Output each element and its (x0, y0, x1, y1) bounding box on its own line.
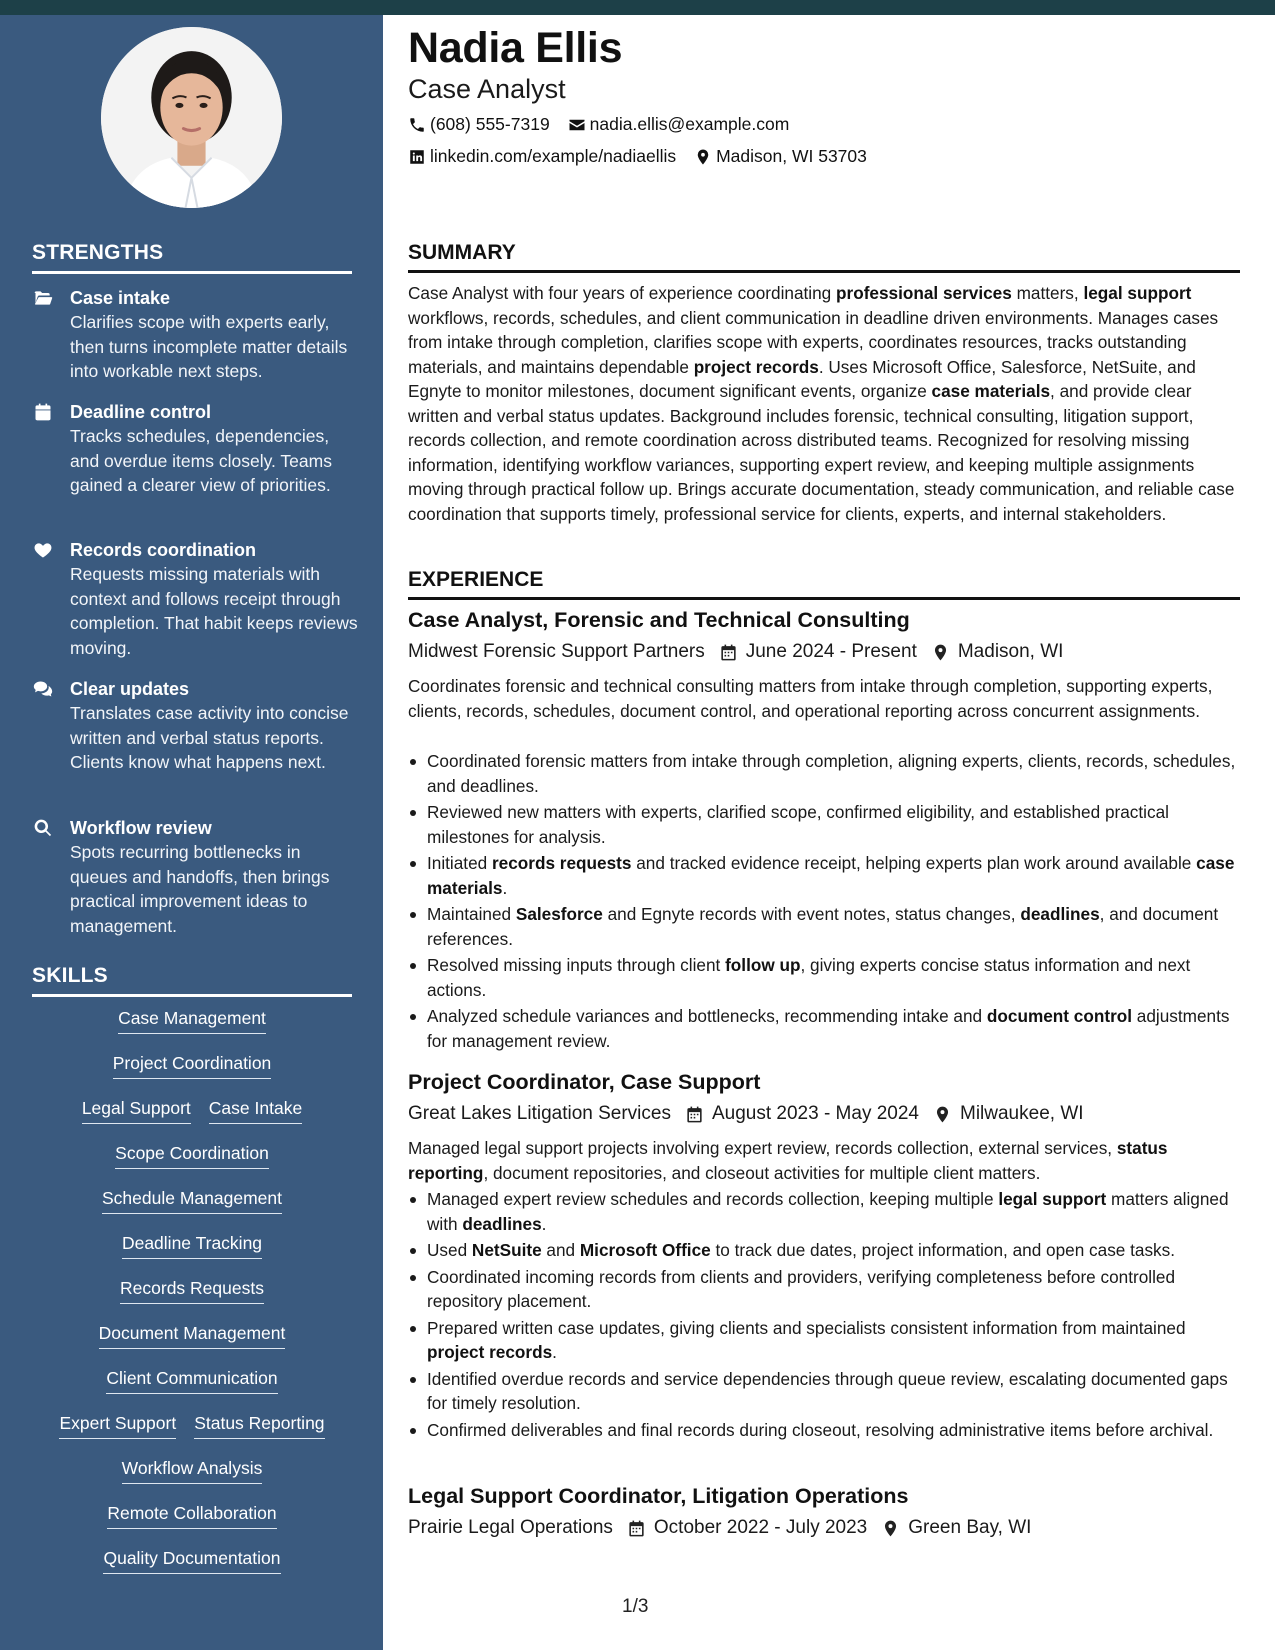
bold-keyword: case materials (931, 381, 1051, 401)
job-company: Prairie Legal Operations (408, 1517, 613, 1538)
strength-desc: Spots recurring bottlenecks in queues and handoffs, then brings practical improvement ideas to management. (70, 842, 330, 936)
contact-email[interactable] (568, 114, 790, 135)
skill-tag: Legal Support (82, 1096, 191, 1124)
job-dates (627, 1517, 867, 1539)
strength-title: Case intake (70, 288, 171, 308)
text-run: Used (427, 1240, 472, 1260)
skill-row (32, 1501, 352, 1546)
linkedin-text: linkedin.com/example/nadiaellis (430, 146, 677, 166)
skills-list (32, 1006, 352, 1591)
text-run: and Egnyte records with event notes, status changes, (602, 904, 1021, 924)
map-pin-icon (931, 643, 950, 662)
calendar-icon (32, 402, 54, 422)
text-run: . (541, 1213, 547, 1234)
calendar-icon (685, 1105, 704, 1124)
skill-tag: Project Coordination (113, 1051, 272, 1079)
skill-tag: Scope Coordination (115, 1141, 269, 1169)
email-text: nadia.ellis@example.com (589, 114, 790, 134)
skill-tag: Deadline Tracking (122, 1231, 262, 1259)
text-run: , and provide clear written and verbal status updates. Background includes forensic, technical consulting, litigation support, records collection, and remote coordination across distributed teams. Recognized for resolving missing information, identifying workflow variances, supporting expert review, and keeping multiple assignments moving through practical follow up. Brings accurate documentation, steady communication, and reliable case coordination that supports timely, professional service for clients, experts, and internal stakeholders. (408, 381, 1235, 524)
job-location (881, 1517, 1031, 1539)
text-run: Resolved missing inputs through client (427, 955, 726, 975)
job-bullet (408, 1367, 1240, 1416)
contact-linkedin[interactable] (408, 146, 676, 167)
bold-keyword: Microsoft Office (579, 1240, 711, 1260)
text-run: , giving experts concise status information and next actions. (427, 955, 1191, 1000)
text-run: Initiated (427, 853, 492, 873)
skills-heading: SKILLS (32, 964, 352, 997)
job-description (408, 674, 1240, 723)
text-run: and tracked evidence receipt, helping experts plan work around available (631, 853, 1197, 873)
job-dates-text: August 2023 - May 2024 (711, 1103, 919, 1124)
calendar-icon (627, 1519, 646, 1538)
strength-desc: Requests missing materials with context and follows receipt through completion. That habit keeps reviews moving. (70, 564, 358, 658)
skill-row (32, 1456, 352, 1501)
text-run: . Uses Microsoft Office, Salesforce, NetSuite, and Egnyte to monitor milestones, document significant events, organize (408, 356, 1196, 401)
job-bullet (408, 851, 1240, 900)
job-bullet (408, 800, 1240, 849)
skill-row (32, 1546, 352, 1591)
contact-row (408, 146, 885, 167)
job-location-text: Milwaukee, WI (960, 1103, 1084, 1124)
text-run: . (502, 877, 508, 898)
job-description (408, 1136, 1240, 1185)
skill-tag: Client Communication (106, 1366, 277, 1394)
text-run: Identified overdue records and service dependencies through queue review, escalating documented gaps for timely resolution. (427, 1368, 1228, 1413)
text-run: adjustments for management review. (427, 1006, 1230, 1051)
job-bullet (408, 953, 1240, 1002)
job-company: Great Lakes Litigation Services (408, 1103, 671, 1124)
location-text: Madison, WI 53703 (716, 146, 867, 166)
page-number: 1/3 (622, 1596, 649, 1617)
skill-row (32, 1096, 352, 1141)
text-run: Confirmed deliverables and final records during closeout, resolving administrative items before archival. (427, 1419, 1214, 1440)
bold-keyword: records requests (491, 853, 632, 873)
bold-keyword: deadlines (1020, 904, 1100, 924)
skill-tag: Remote Collaboration (107, 1501, 276, 1529)
strength-item (32, 538, 362, 660)
text-run: Coordinated forensic matters from intake through completion, aligning experts, clients, records, schedules, and deadlines. (427, 751, 1236, 796)
text-run: matters aligned with (427, 1189, 1229, 1234)
search-icon (32, 818, 54, 838)
summary-text (408, 281, 1240, 526)
job-company: Midwest Forensic Support Partners (408, 641, 705, 662)
job-location-text: Madison, WI (957, 641, 1064, 662)
job-bullet (408, 1316, 1240, 1365)
bold-keyword: legal support (1083, 283, 1192, 303)
text-run: and (541, 1240, 580, 1260)
map-pin-icon (881, 1519, 900, 1538)
bold-keyword: Salesforce (515, 904, 603, 924)
strengths-heading: STRENGTHS (32, 241, 352, 274)
skill-row (32, 1051, 352, 1096)
text-run: Managed legal support projects involving expert review, records collection, external services, (408, 1138, 1117, 1158)
experience-heading: EXPERIENCE (408, 568, 1240, 600)
contact-row (408, 114, 807, 135)
text-run: Analyzed schedule variances and bottlenecks, recommending intake and (427, 1006, 987, 1026)
phone-text: (608) 555-7319 (430, 114, 550, 134)
bold-keyword: case materials (427, 853, 1235, 898)
job-meta (408, 1103, 1240, 1125)
skill-row (32, 1366, 352, 1411)
skill-row (32, 1231, 352, 1276)
bold-keyword: status reporting (408, 1138, 1168, 1183)
skill-row (32, 1411, 352, 1456)
job-bullet (408, 1418, 1240, 1443)
skill-tag: Expert Support (59, 1411, 176, 1439)
skill-tag: Case Management (118, 1006, 266, 1034)
text-run: , and document references. (427, 904, 1219, 949)
job-bullet (408, 902, 1240, 951)
job-location (931, 641, 1064, 663)
strength-desc: Clarifies scope with experts early, then turns incomplete matter details into workable next steps. (70, 312, 348, 381)
text-run: . (552, 1342, 557, 1362)
bold-keyword: project records (693, 356, 819, 377)
job-location (933, 1103, 1084, 1125)
strength-item (32, 816, 362, 938)
calendar-icon (719, 643, 738, 662)
bold-keyword: project records (427, 1342, 553, 1362)
map-pin-icon (694, 148, 712, 166)
job-bullet (408, 1265, 1240, 1314)
skill-tag: Case Intake (209, 1096, 302, 1124)
strength-title: Deadline control (70, 402, 212, 422)
skill-tag: Document Management (99, 1321, 286, 1349)
strength-title: Records coordination (70, 540, 257, 560)
text-run: Coordinates forensic and technical consulting matters from intake through completion, supporting experts, clients, records, schedules, document control, and operational reporting across concurrent assignments. (408, 676, 1213, 721)
text-run: Prepared written case updates, giving clients and specialists consistent information from maintained (427, 1317, 1186, 1338)
job-title: Case Analyst, Forensic and Technical Consulting (408, 608, 910, 632)
bold-keyword: document control (986, 1006, 1133, 1026)
skill-tag: Schedule Management (102, 1186, 282, 1214)
text-run: , document repositories, and closeout activities for multiple client matters. (483, 1162, 1041, 1183)
avatar-portrait-icon (101, 27, 282, 208)
map-pin-icon (933, 1105, 952, 1124)
text-run: workflows, records, schedules, and client communication in deadline driven environments. Manages cases from intake through completion, clarifies scope with experts, coordinates resources, tracks outstanding materials, and maintains dependable (408, 307, 1219, 377)
bold-keyword: NetSuite (471, 1240, 542, 1260)
text-run: Reviewed new matters with experts, clarified scope, confirmed eligibility, and established practical milestones for analysis. (427, 802, 1169, 847)
contact-phone[interactable] (408, 114, 550, 135)
bold-keyword: follow up (725, 955, 801, 975)
main-top-bar (383, 0, 1275, 15)
avatar (101, 27, 282, 208)
bold-keyword: deadlines (462, 1213, 542, 1234)
strength-item (32, 400, 362, 498)
job-title: Project Coordinator, Case Support (408, 1070, 761, 1094)
job-dates (685, 1103, 919, 1125)
folder-open-icon (32, 288, 54, 308)
text-run: Case Analyst with four years of experience coordinating (408, 283, 837, 303)
bold-keyword: professional services (836, 283, 1012, 303)
candidate-role: Case Analyst (408, 74, 566, 104)
text-run: Coordinated incoming records from clients and providers, verifying completeness before controlled repository placement. (427, 1266, 1176, 1311)
envelope-icon (568, 116, 586, 134)
strength-item (32, 677, 362, 775)
strength-item (32, 286, 362, 384)
heart-icon (32, 540, 54, 560)
candidate-name: Nadia Ellis (408, 24, 623, 72)
job-dates-text: June 2024 - Present (745, 641, 917, 662)
skill-row (32, 1006, 352, 1051)
strength-title: Clear updates (70, 679, 190, 699)
text-run: matters, (1011, 283, 1084, 303)
job-meta (408, 1517, 1240, 1539)
job-dates-text: October 2022 - July 2023 (653, 1517, 868, 1538)
sidebar-top-bar (0, 0, 383, 15)
linkedin-icon (408, 148, 426, 166)
contact-location (694, 146, 867, 167)
skill-row (32, 1321, 352, 1366)
job-location-text: Green Bay, WI (908, 1517, 1032, 1538)
skill-row (32, 1186, 352, 1231)
strength-desc: Translates case activity into concise written and verbal status reports. Clients know what happens next. (70, 703, 349, 772)
skill-tag: Status Reporting (194, 1411, 324, 1439)
text-run: Maintained (427, 904, 516, 924)
text-run: Managed expert review schedules and records collection, keeping multiple (427, 1189, 999, 1209)
job-dates (719, 641, 917, 663)
job-bullet (408, 1004, 1240, 1053)
job-bullet (408, 1238, 1240, 1263)
text-run: to track due dates, project information, and open case tasks. (710, 1240, 1176, 1260)
job-bullets (408, 1187, 1240, 1444)
job-bullets (408, 749, 1240, 1055)
strength-desc: Tracks schedules, dependencies, and overdue items closely. Teams gained a clearer view of priorities. (70, 426, 332, 495)
job-bullet (408, 1187, 1240, 1236)
skill-row (32, 1276, 352, 1321)
sidebar (0, 0, 383, 1650)
skill-tag: Quality Documentation (103, 1546, 280, 1574)
job-bullet (408, 749, 1240, 798)
job-title: Legal Support Coordinator, Litigation Operations (408, 1484, 909, 1508)
job-meta (408, 641, 1240, 663)
comments-icon (32, 679, 54, 699)
skill-tag: Workflow Analysis (122, 1456, 263, 1484)
skill-tag: Records Requests (120, 1276, 264, 1304)
skill-row (32, 1141, 352, 1186)
summary-heading: SUMMARY (408, 241, 1240, 273)
bold-keyword: legal support (998, 1189, 1107, 1209)
phone-icon (408, 116, 426, 134)
strength-title: Workflow review (70, 818, 212, 838)
